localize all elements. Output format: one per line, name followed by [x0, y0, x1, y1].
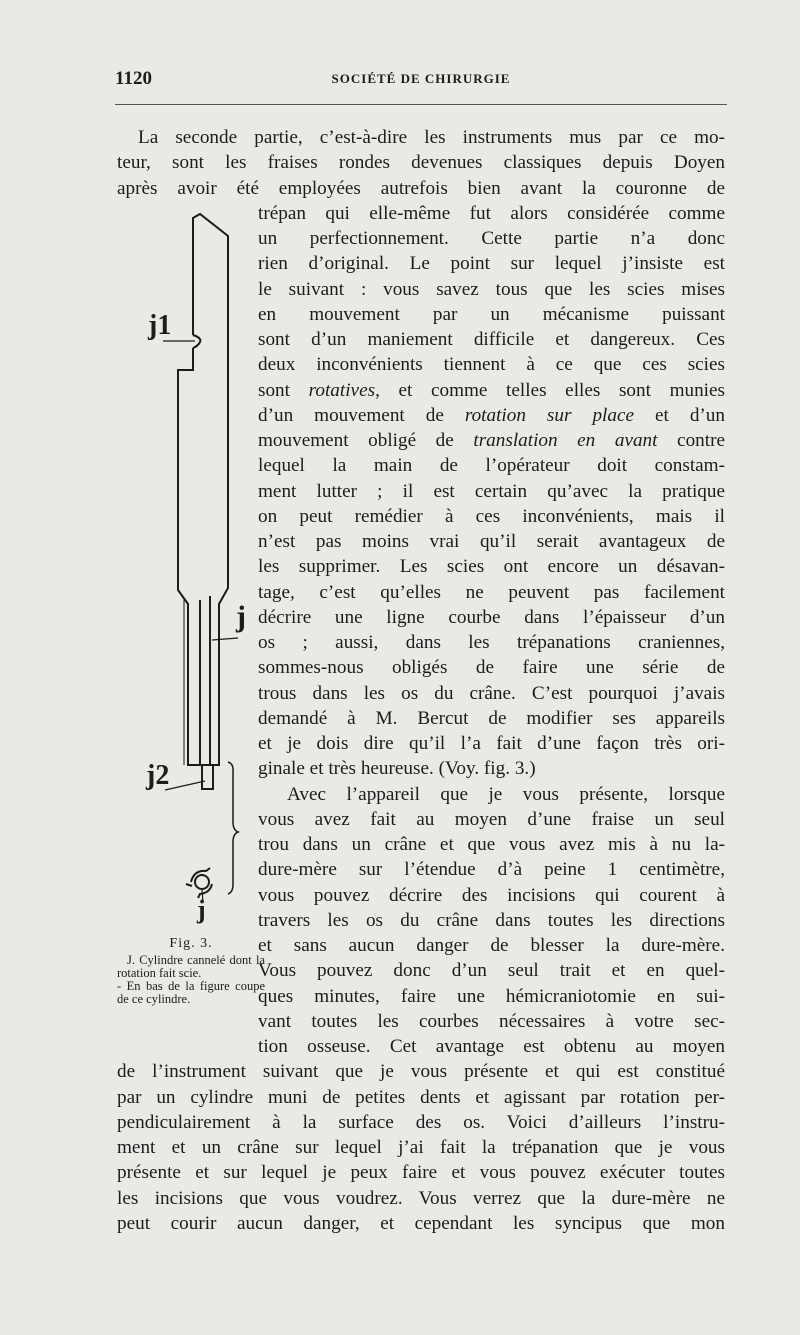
text-segment: et je dois dire qu’il l’a fait d’une façon très ori-: [258, 733, 725, 754]
text-segment: le suivant : vous savez tous que les scies mises: [258, 278, 725, 300]
text-segment: ginale et très heureuse. (Voy. fig. 3.): [258, 758, 536, 780]
text-segment: après avoir été employées autrefois bien avant la couronne de: [117, 177, 725, 199]
text-segment: en mouvement par un mécanisme puissant: [258, 303, 725, 325]
text-segment: et sans aucun danger de blesser la dure-mère.: [258, 935, 725, 956]
text-segment: de l’instrument suivant que je vous présente et qui est constitué: [117, 1061, 725, 1083]
text-segment: trépan qui elle-même fut alors considérée comme: [258, 202, 725, 224]
text-segment: ment et un crâne sur lequel j’ai fait la trépanation que je vous: [117, 1137, 725, 1158]
j-leader: [212, 638, 238, 640]
label-j2: j2: [146, 760, 170, 791]
text-segment: vous avez fait au moyen d’une fraise un seul: [258, 808, 725, 830]
text-segment: et d’un: [634, 404, 725, 426]
instrument-outline: [178, 214, 228, 765]
label-j1: j1: [148, 310, 172, 341]
label-j: j: [236, 600, 246, 633]
text-segment: contre: [657, 430, 725, 451]
text-segment: lequel la main de l’opérateur doit constam-: [258, 455, 725, 477]
j2-leader: [165, 781, 205, 790]
text-segment: Vous pouvez donc d’un seul trait et en quel-: [258, 960, 725, 982]
text-segment: sont: [258, 379, 309, 401]
text-segment: trou dans un crâne et que vous avez mis à nu la-: [258, 834, 725, 855]
caption-title: Fig. 3.: [169, 936, 213, 951]
text-segment: sommes-nous obligés de faire une série de: [258, 657, 725, 679]
text-segment: décrire une ligne courbe dans l’épaisseur d’un: [258, 606, 725, 628]
text-segment: n’est pas moins vrai qu’il serait avantageux de: [258, 531, 725, 552]
italic-text: translation en avant: [473, 430, 658, 451]
figure-caption: [117, 937, 265, 1006]
text-segment: vous pouvez décrire des incisions qui courent à: [258, 884, 725, 906]
caption-text: J. Cylindre cannelé dont la rotation fait scie.: [117, 953, 265, 980]
italic-text: rotatives: [308, 379, 376, 401]
text-segment: dure-mère sur l’étendue d’à peine 1 centimètre,: [258, 859, 725, 881]
caption-text: - En bas de la figure coupe de ce cylindre.: [117, 979, 265, 1006]
text-segment: peut courir aucun danger, et cependant les syncipus que mon: [117, 1212, 725, 1234]
text-segment: vant toutes les courbes nécessaires à votre sec-: [258, 1010, 725, 1032]
text-segment: , et comme telles elles sont munies: [375, 379, 725, 401]
text-segment: deux inconvénients tiennent à ce que ces scies: [258, 354, 725, 376]
text-segment: sont d’un maniement difficile et dangereux. Ces: [258, 329, 725, 350]
text-segment: on peut remédier à ces inconvénients, mais il: [258, 505, 725, 527]
running-title: SOCIÉTÉ DE CHIRURGIE: [331, 71, 511, 86]
text-segment: travers les os du crâne dans toutes les directions: [258, 909, 725, 931]
text-segment: d’un mouvement de: [258, 404, 465, 426]
j2-tip: [202, 765, 213, 789]
label-j-section: j: [197, 895, 206, 924]
text-segment: tage, c’est qu’elles ne peuvent pas facilement: [258, 581, 725, 603]
bracket: [228, 762, 238, 894]
text-segment: tion osseuse. Cet avantage est obtenu au moyen: [258, 1036, 725, 1057]
text-segment: ques minutes, faire une hémicraniotomie en sui-: [258, 985, 725, 1007]
cross-section-gear-icon: [186, 868, 212, 898]
text-segment: La seconde partie, c’est-à-dire les instruments mus par ce mo-: [138, 127, 725, 148]
text-segment: pendiculairement à la surface des os. Voici d’ailleurs l’instru-: [117, 1111, 725, 1133]
italic-text: rotation sur place: [464, 404, 634, 426]
text-segment: trous dans les os du crâne. C’est pourquoi j’avais: [258, 682, 725, 704]
text-segment: un perfectionnement. Cette partie n’a donc: [258, 228, 725, 249]
text-segment: demandé à M. Bercut de modifier ses appareils: [258, 707, 725, 729]
text-segment: présente et sur lequel je peux faire et vous pouvez exécuter toutes: [117, 1162, 725, 1184]
text-segment: par un cylindre muni de petites dents et agissant par rotation per-: [117, 1086, 725, 1108]
text-segment: Avec l’appareil que je vous présente, lorsque: [287, 783, 725, 805]
text-segment: ment lutter ; il est certain qu’avec la pratique: [258, 480, 725, 502]
text-segment: les incisions que vous voudrez. Vous verrez que la dure-mère ne: [117, 1187, 725, 1209]
text-segment: les supprimer. Les scies ont encore un désavan-: [258, 556, 725, 578]
text-segment: mouvement obligé de: [258, 430, 474, 451]
page-number: 1120: [115, 68, 152, 89]
text-segment: os ; aussi, dans les trépanations craniennes,: [258, 632, 725, 653]
text-segment: teur, sont les fraises rondes devenues classiques depuis Doyen: [117, 152, 725, 174]
text-segment: rien d’original. Le point sur lequel j’insiste est: [258, 253, 725, 275]
